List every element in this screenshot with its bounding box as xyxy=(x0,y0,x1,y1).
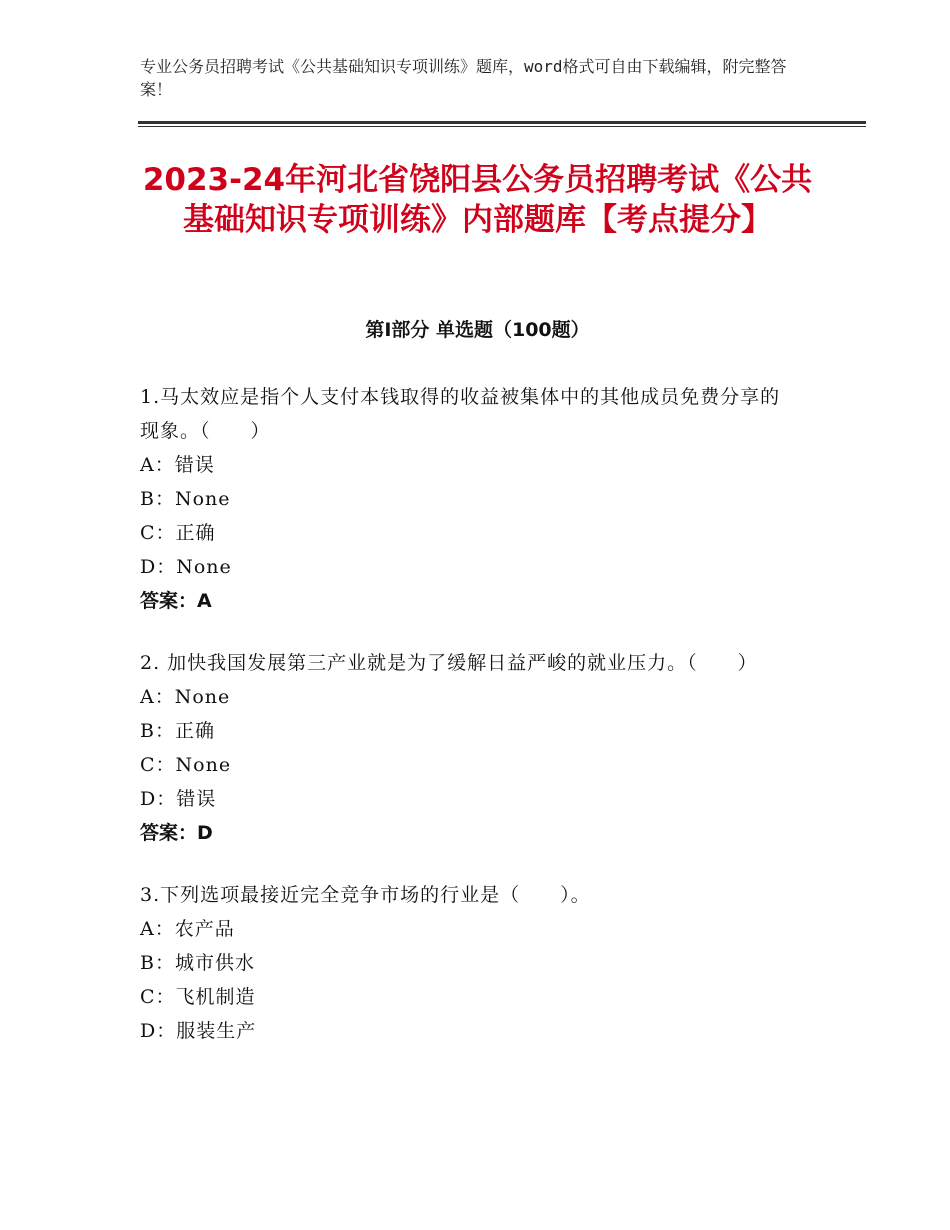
header-rule-thin xyxy=(138,126,866,127)
option-c: C：None xyxy=(140,754,232,776)
question-1 xyxy=(140,380,800,618)
document-title: 2023-24年河北省饶阳县公务员招聘考试《公共基础知识专项训练》内部题库【考点提分】 xyxy=(142,162,813,238)
question-3 xyxy=(140,878,800,1048)
answer: 答案：D xyxy=(140,822,213,844)
header-note: 专业公务员招聘考试《公共基础知识专项训练》题库，word格式可自由下载编辑，附完整答案！ xyxy=(140,57,787,99)
answer: 答案：A xyxy=(140,590,212,612)
question-stem: 3.下列选项最接近完全竞争市场的行业是（ ）。 xyxy=(140,884,591,906)
header-rule-thick xyxy=(138,121,866,124)
option-d: D：服装生产 xyxy=(140,1020,257,1042)
option-d: D：None xyxy=(140,556,232,578)
option-a: A：农产品 xyxy=(140,918,235,940)
question-list xyxy=(140,380,800,1076)
option-b: B：正确 xyxy=(140,720,215,742)
option-c: C：正确 xyxy=(140,522,216,544)
question-stem: 2. 加快我国发展第三产业就是为了缓解日益严峻的就业压力。（ ） xyxy=(140,652,758,674)
question-stem: 1.马太效应是指个人支付本钱取得的收益被集体中的其他成员免费分享的现象。（ ） xyxy=(140,386,781,442)
option-c: C：飞机制造 xyxy=(140,986,256,1008)
option-a: A：错误 xyxy=(140,454,215,476)
option-b: B：城市供水 xyxy=(140,952,255,974)
option-b: B：None xyxy=(140,488,231,510)
question-2 xyxy=(140,646,800,850)
section-heading: 第I部分 单选题（100题） xyxy=(365,319,590,341)
option-a: A：None xyxy=(140,686,231,708)
option-d: D：错误 xyxy=(140,788,217,810)
